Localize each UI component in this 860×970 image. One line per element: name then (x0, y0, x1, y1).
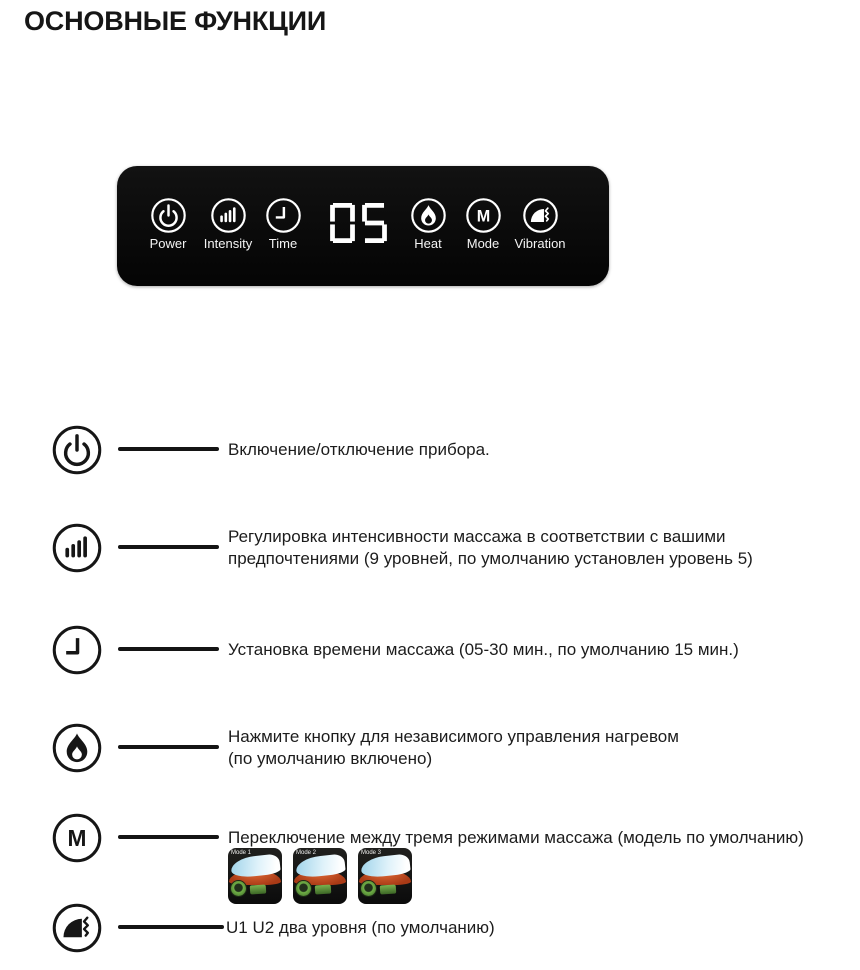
function-row-power (0, 424, 860, 476)
mode-thumbnails (228, 848, 412, 904)
motor-illustration (315, 884, 332, 894)
motor-illustration (380, 884, 397, 894)
letter-m-icon (465, 197, 502, 234)
panel-button-vibration (510, 197, 570, 251)
connector-line (118, 745, 219, 749)
function-row-mode (0, 812, 860, 864)
massage-mode-thumbnail (358, 848, 412, 904)
panel-button-intensity (198, 197, 258, 251)
vibration-wedge-icon (51, 902, 103, 954)
clock-icon (265, 197, 302, 234)
connector-line (118, 545, 219, 549)
svg-text:M: M (67, 825, 87, 852)
connector-line (118, 647, 219, 651)
seven-segment-digit (330, 203, 355, 243)
panel-button-label: Intensity (203, 236, 253, 251)
function-description: Установка времени массажа (05-30 мин., по умолчанию 15 мин.) (228, 640, 739, 659)
massage-mode-thumbnail (293, 848, 347, 904)
panel-button-label: Time (268, 236, 298, 251)
seven-segment-digit (362, 203, 387, 243)
connector-line (118, 835, 219, 839)
wheel-illustration (361, 881, 376, 896)
mode-thumbnail-label: Mode 2 (296, 850, 317, 856)
panel-button-heat (398, 197, 458, 251)
vibration-wedge-icon (522, 197, 559, 234)
led-display (330, 203, 387, 243)
letter-m-icon (51, 812, 103, 864)
function-row-vibration (0, 902, 860, 954)
connector-line (118, 447, 219, 451)
function-description: Регулировка интенсивности массажа в соответствии с вашими предпочтениями (9 уровней, по умолчанию установлен уровень 5) (228, 527, 753, 568)
connector-line (118, 925, 224, 929)
panel-button-label: Vibration (514, 236, 566, 251)
control-panel-photo (117, 166, 609, 286)
intensity-bars-icon (210, 197, 247, 234)
wheel-illustration (231, 881, 246, 896)
panel-button-label: Heat (414, 236, 442, 251)
flame-icon (410, 197, 447, 234)
function-description: Включение/отключение прибора. (228, 440, 490, 459)
svg-text:M: M (476, 207, 490, 226)
power-icon (150, 197, 187, 234)
clock-icon (51, 624, 103, 676)
panel-button-time (253, 197, 313, 251)
wheel-illustration (296, 881, 311, 896)
panel-button-mode (453, 197, 513, 251)
flame-icon (51, 722, 103, 774)
power-icon (51, 424, 103, 476)
mode-thumbnail-label: Mode 3 (361, 850, 382, 856)
panel-button-power (138, 197, 198, 251)
function-description: U1 U2 два уровня (по умолчанию) (226, 918, 495, 937)
function-row-time (0, 624, 860, 676)
motor-illustration (250, 884, 267, 894)
panel-button-label: Mode (466, 236, 500, 251)
function-description: Нажмите кнопку для независимого управления нагревом (по умолчанию включено) (228, 727, 679, 768)
mode-thumbnail-label: Mode 1 (231, 850, 252, 856)
massage-mode-thumbnail (228, 848, 282, 904)
panel-button-label: Power (149, 236, 187, 251)
function-row-intensity (0, 522, 860, 574)
page-title: ОСНОВНЫЕ ФУНКЦИИ (24, 6, 327, 36)
function-row-heat (0, 722, 860, 774)
intensity-bars-icon (51, 522, 103, 574)
function-description: Переключение между тремя режимами массажа (модель по умолчанию) (228, 828, 804, 847)
